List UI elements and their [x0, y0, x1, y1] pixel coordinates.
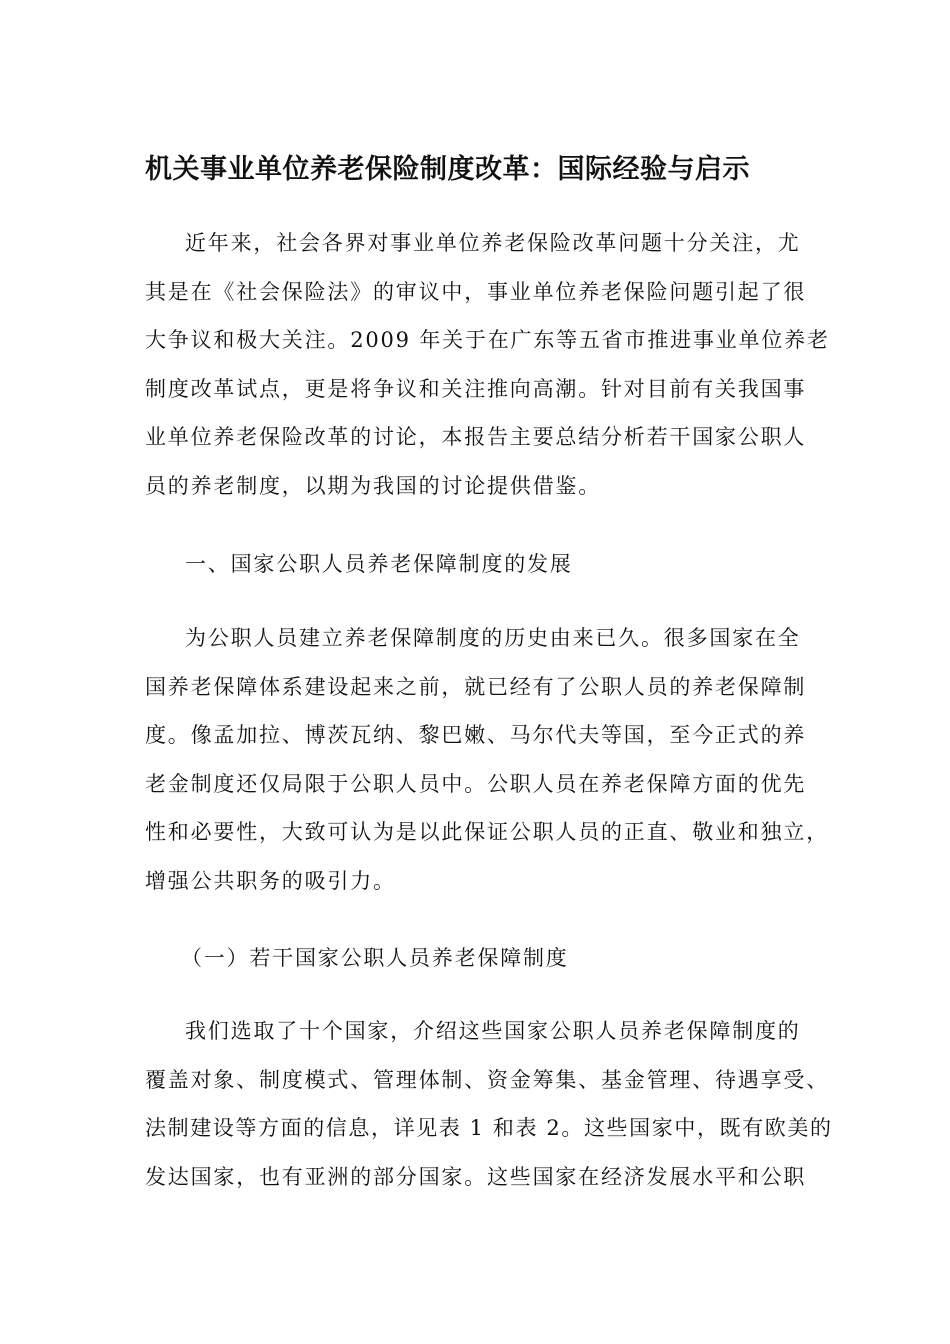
text-line: 我们选取了十个国家，介绍这些国家公职人员养老保障制度的	[185, 1019, 801, 1043]
paragraph-development	[145, 614, 835, 905]
text-line: 近年来，社会各界对事业单位养老保险改革问题十分关注，尤	[185, 231, 801, 255]
text-line: 法制建设等方面的信息，详见表 1 和表 2。这些国家中，既有欧美的	[145, 1116, 833, 1140]
section-heading-text: 一、国家公职人员养老保障制度的发展	[185, 552, 573, 576]
text-line: 老金制度还仅局限于公职人员中。公职人员在养老保障方面的优先	[145, 771, 807, 796]
subsection-heading-text: （一）若干国家公职人员养老保障制度	[181, 946, 569, 970]
text-line: 性和必要性，大致可认为是以此保证公职人员的正直、敬业和独立，	[145, 820, 829, 844]
subsection-heading-1	[145, 934, 835, 983]
text-line: 发达国家，也有亚洲的部分国家。这些国家在经济发展水平和公职	[145, 1164, 807, 1189]
paragraph-intro	[145, 219, 835, 510]
section-heading-1	[145, 540, 835, 589]
text-line: 大争议和极大关注。2009 年关于在广东等五省市推进事业单位养老	[145, 328, 830, 352]
text-line: 员的养老制度，以期为我国的讨论提供借鉴。	[145, 473, 601, 498]
text-line: 其是在《社会保险法》的审议中，事业单位养老保险问题引起了很	[145, 279, 807, 304]
text-line: 增强公共职务的吸引力。	[145, 868, 396, 893]
text-line: 业单位养老保险改革的讨论，本报告主要总结分析若干国家公职人	[145, 425, 807, 449]
text-line: 制度改革试点，更是将争议和关注推向高潮。针对目前有关我国事	[145, 376, 807, 401]
text-line: 为公职人员建立养老保障制度的历史由来已久。很多国家在全	[185, 626, 801, 650]
text-line: 国养老保障体系建设起来之前，就已经有了公职人员的养老保障制	[145, 674, 807, 699]
text-line: 覆盖对象、制度模式、管理体制、资金筹集、基金管理、待遇享受、	[145, 1067, 829, 1092]
document-title: 机关事业单位养老保险制度改革：国际经验与启示	[145, 154, 750, 185]
text-line: 度。像孟加拉、博茨瓦纳、黎巴嫩、马尔代夫等国，至今正式的养	[145, 723, 807, 747]
paragraph-countries	[145, 1007, 835, 1201]
